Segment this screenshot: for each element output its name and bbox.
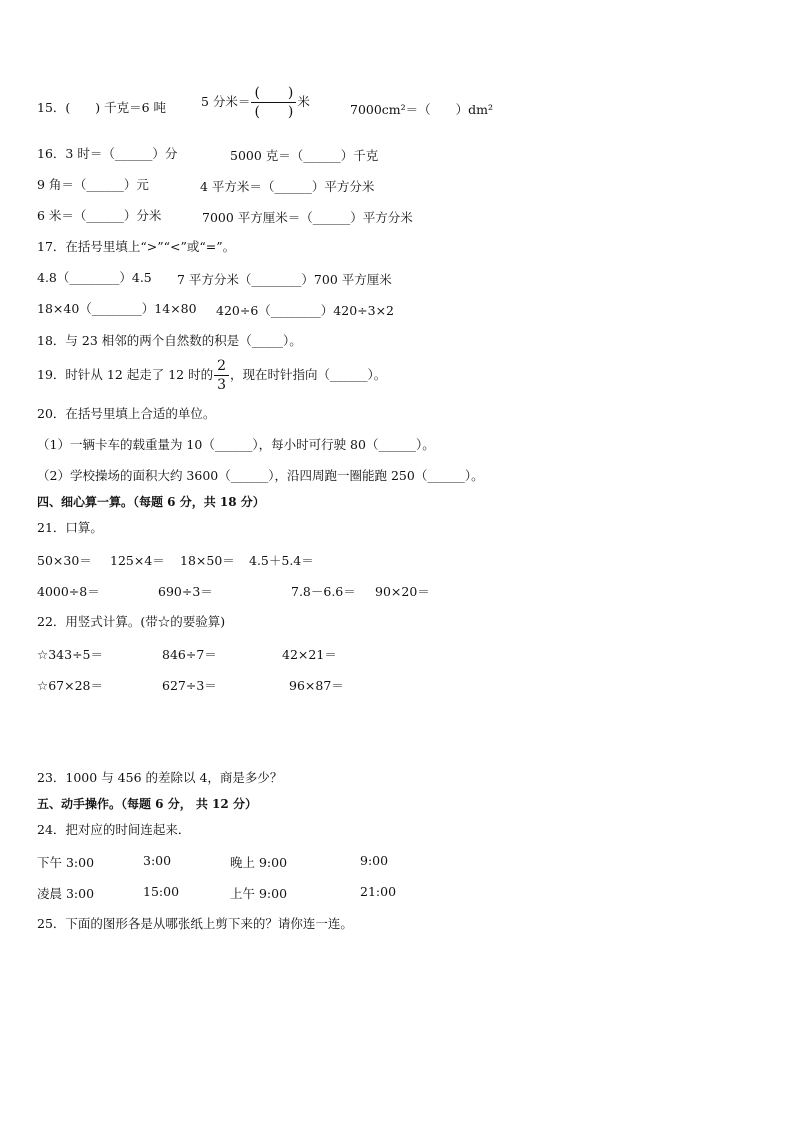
q20-item1: （1）一辆卡车的载重量为 10（______），每小时可行驶 80（______）。 [37,437,435,452]
section-4-title: 四、细心算一算。（每题 6 分，共 18 分） [37,495,265,509]
q21-row1-item-4: 4.5＋5.4＝ [249,553,314,568]
q21-row2-item-4: 90×20＝ [375,584,430,599]
q15-fraction-denominator[interactable]: ( ) [254,104,294,120]
q19-fraction-numerator: 2 [217,358,227,374]
q15-fraction-item [201,84,310,121]
q18-text: 18．与 23 相邻的两个自然数的积是（_____）。 [37,333,302,348]
q15-part3: 7000cm²＝（ ）dm² [350,102,494,117]
q24-row1-item-3[interactable]: 晚上 9:00 [230,855,288,870]
q24-row1-item-1[interactable]: 下午 3:00 [37,855,95,870]
q22-row2-item-3: 96×87＝ [289,678,344,693]
q24-title: 24．把对应的时间连起来． [37,822,191,837]
q15-fraction-numerator[interactable]: ( ) [254,85,294,101]
q24-row1-item-4[interactable]: 9:00 [360,853,389,868]
q16-row3-a: 6 米＝（______）分米 [37,208,162,223]
q17-row2-b: 420÷6（________）420÷3×2 [216,303,394,318]
q21-row2-item-2: 690÷3＝ [158,584,213,599]
q19-fraction [214,357,229,394]
q22-row2-item-2: 627÷3＝ [162,678,217,693]
q15-part1: 15．( ) 千克＝6 吨 [37,100,167,115]
q24-row2-item-4[interactable]: 21:00 [360,884,397,899]
q22-row2-item-1: ☆67×28＝ [37,678,103,693]
q21-row1-item-1: 50×30＝ [37,553,92,568]
q20-item2: （2）学校操场的面积大约 3600（______），沿四周跑一圈能跑 250（______）。 [37,468,484,483]
q17-row2-a: 18×40（________）14×80 [37,301,197,316]
q24-row2-item-1[interactable]: 凌晨 3:00 [37,886,95,901]
q24-row2-item-2[interactable]: 15:00 [143,884,180,899]
q21-title: 21．口算。 [37,520,103,535]
q21-row2-item-3: 7.8－6.6＝ [291,584,356,599]
q17-row1-a: 4.8（________）4.5 [37,270,152,285]
question-19 [37,357,386,394]
q24-row1-item-2[interactable]: 3:00 [143,853,172,868]
q22-title: 22．用竖式计算。(带☆的要验算) [37,614,226,629]
q22-row1-item-3: 42×21＝ [282,647,337,662]
q21-row1-item-3: 18×50＝ [180,553,235,568]
question-15 [37,100,166,116]
q22-row1-item-2: 846÷7＝ [162,647,217,662]
q21-row1-item-2: 125×4＝ [110,553,165,568]
q16-row2-b: 4 平方米＝（______）平方分米 [200,179,375,194]
q15-part2-prefix: 5 分米＝ [201,94,251,109]
q20-title: 20．在括号里填上合适的单位。 [37,406,216,421]
q16-row2-a: 9 角＝（______）元 [37,177,149,192]
q15-fraction [251,84,296,121]
q15-part2-suffix: 米 [297,94,310,109]
q21-row2-item-1: 4000÷8＝ [37,584,100,599]
q19-prefix: 19．时针从 12 起走了 12 时的 [37,367,214,382]
q17-row1-b: 7 平方分米（________）700 平方厘米 [177,272,392,287]
q19-suffix: ，现在时针指向（______）。 [230,367,387,382]
q16-row1-a: 16．3 时＝（______）分 [37,146,178,161]
q25-text: 25．下面的图形各是从哪张纸上剪下来的？请你连一连。 [37,916,353,931]
q16-row3-b: 7000 平方厘米＝（______）平方分米 [202,210,413,225]
q17-title: 17．在括号里填上“>”“<”或“=”。 [37,239,236,254]
q23-text: 23．1000 与 456 的差除以 4，商是多少？ [37,770,283,785]
q19-fraction-denominator: 3 [217,377,227,393]
q24-row2-item-3[interactable]: 上午 9:00 [230,886,288,901]
q22-row1-item-1: ☆343÷5＝ [37,647,103,662]
q16-row1-b: 5000 克＝（______）千克 [230,148,379,163]
section-5-title: 五、动手操作。（每题 6 分， 共 12 分） [37,797,257,811]
